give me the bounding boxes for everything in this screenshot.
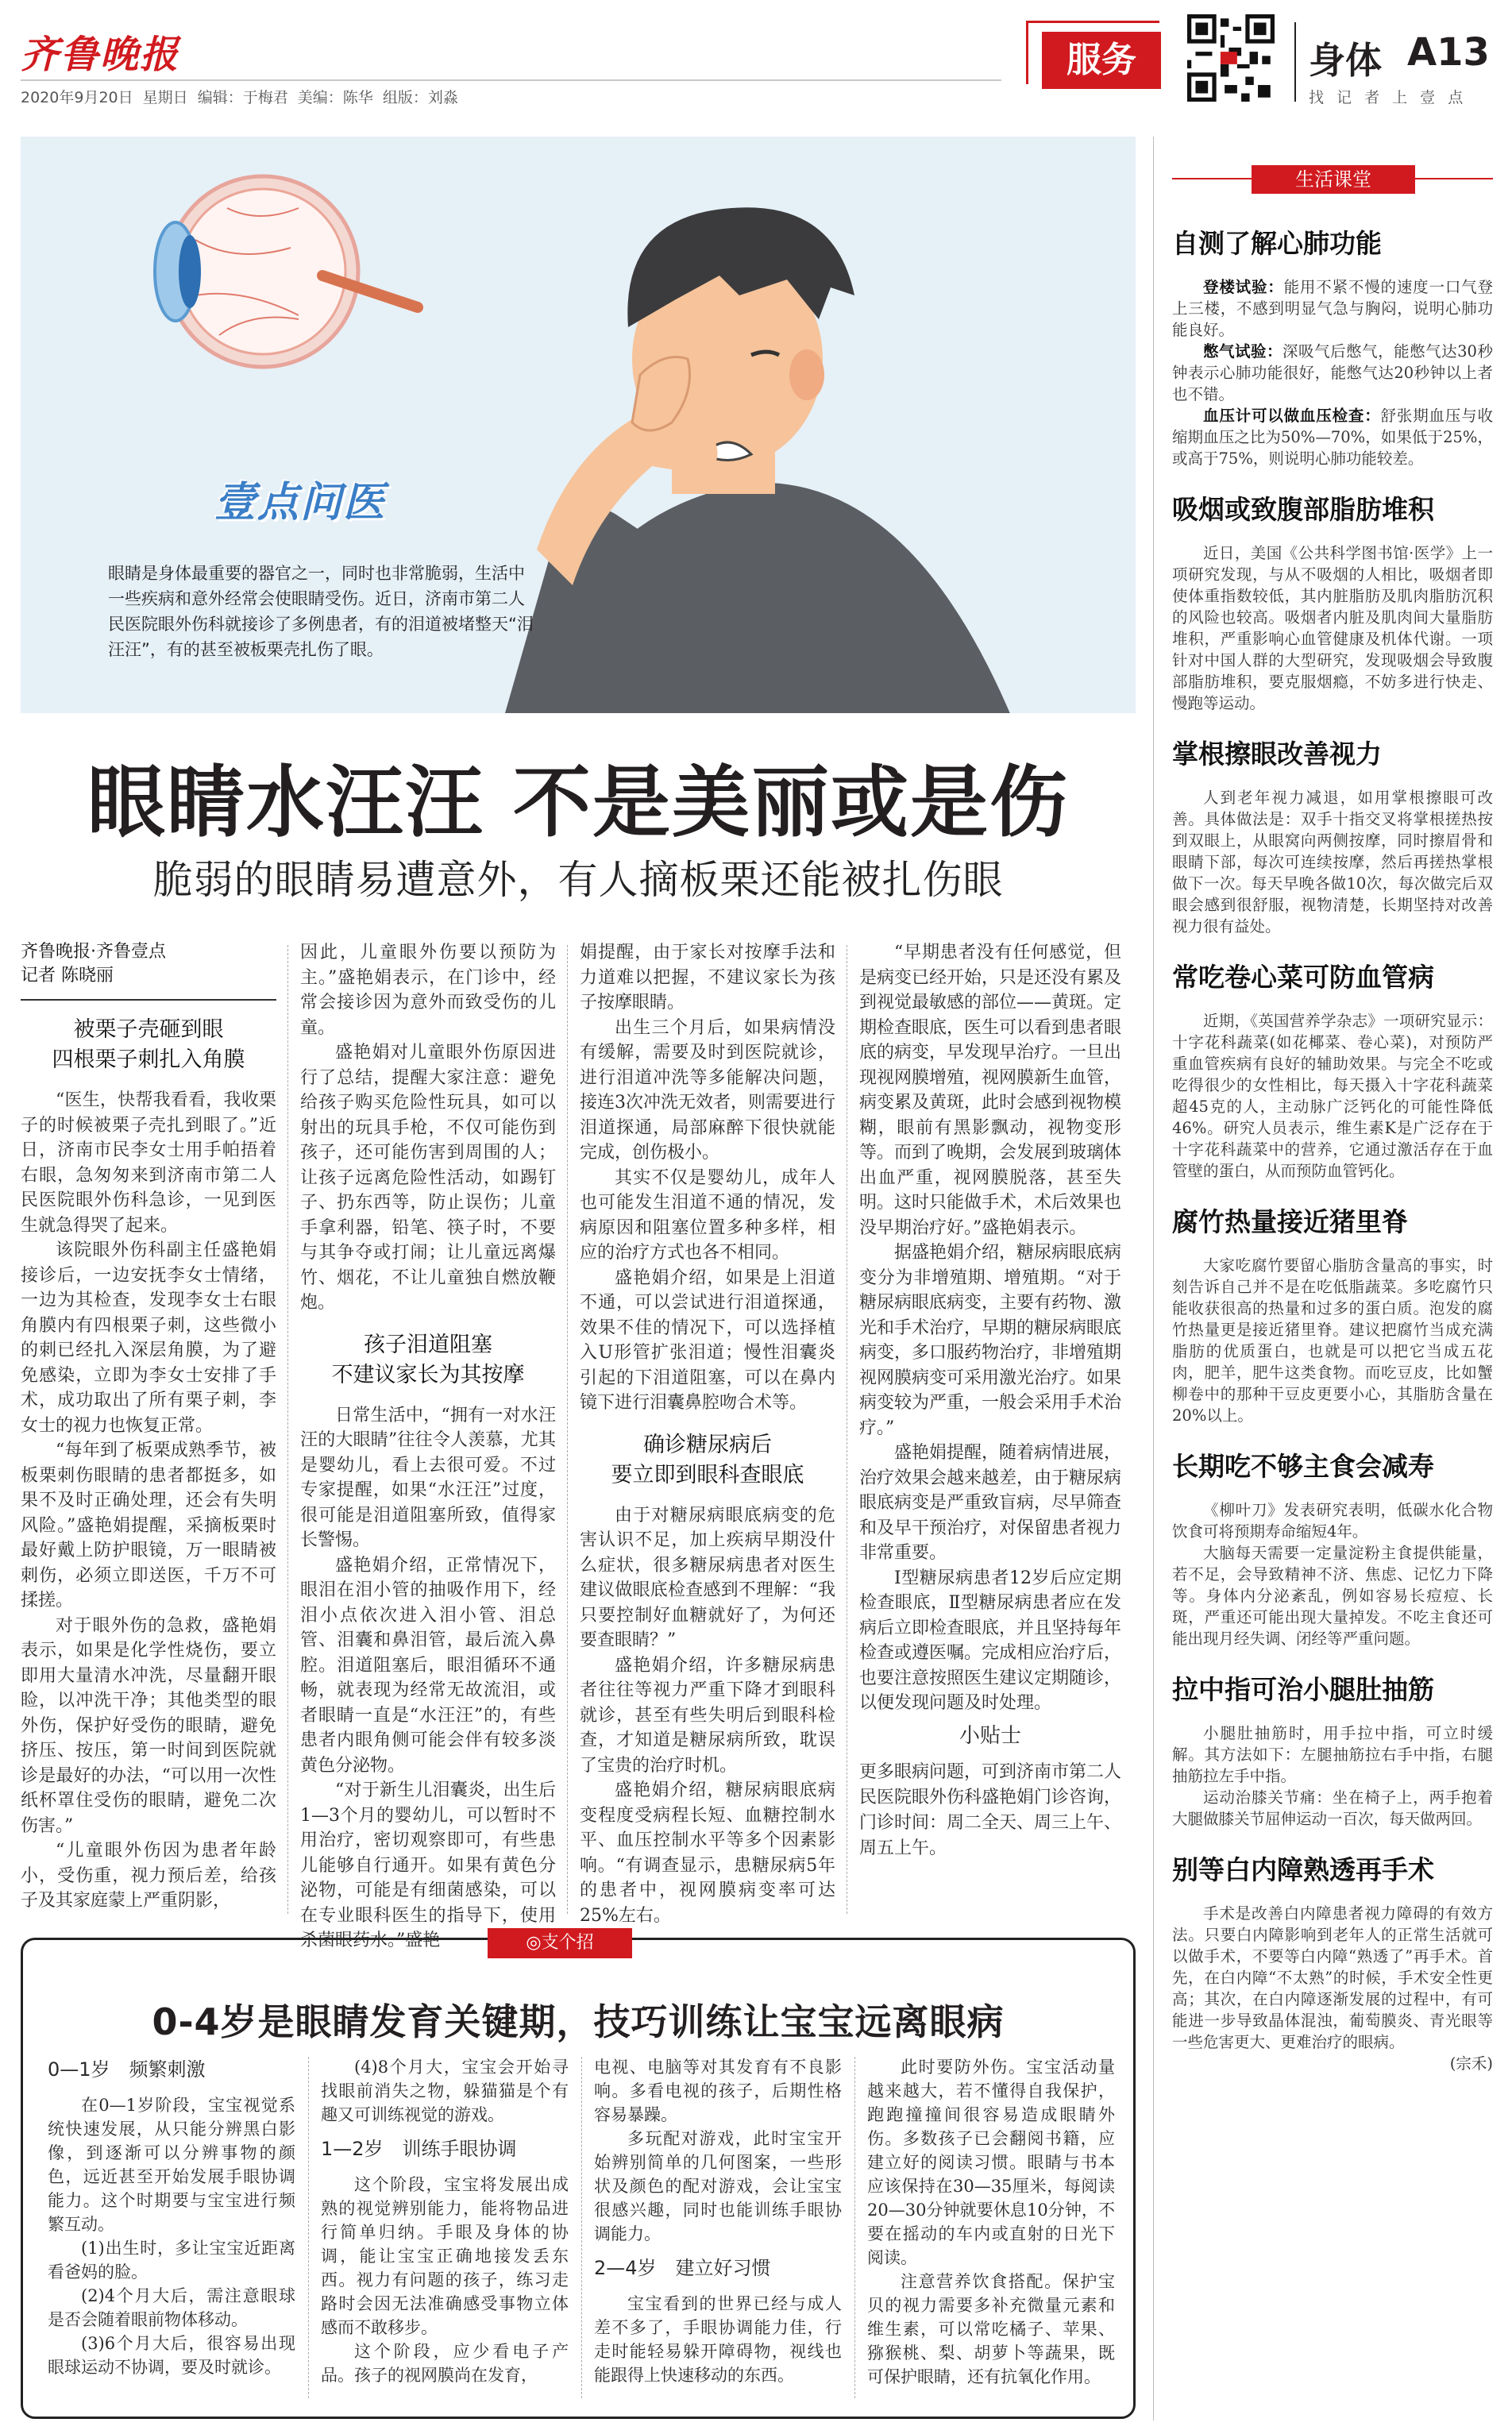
article-subhead: 脆弱的眼睛易遭意外，有人摘板栗还能被扎伤眼 (152, 857, 1004, 903)
paragraph: 宝宝看到的世界已经与成人差不多了，手眼协调能力佳，行走时能轻易躲开障碍物，视线也能跟得上快速移动的东西。 (594, 2294, 842, 2385)
paragraph: 注意营养饮食搭配。保护宝贝的视力需要多补充微量元素和维生素，可以常吃橘子、苹果、猕猴桃、梨、胡萝卜等蔬果，既可保护眼睛，还有抗氧化作用。 (867, 2272, 1115, 2386)
eyeball-diagram-icon (155, 176, 418, 367)
sidebar-item (1172, 738, 1493, 937)
paragraph: Ⅰ型糖尿病患者12岁后应定期检查眼底，Ⅱ型糖尿病患者应在发病后立即检查眼底，并且坚持每年检查或遵医嘱。完成相应治疗后，也要注意按照医生建议定期随诊，以便发现问题及时处理。 (859, 1568, 1122, 1713)
paragraph: 在0—1岁阶段，宝宝视觉系统快速发展，从只能分辨黑白影像，到逐渐可以分辨事物的颜色，远近甚至开始发展手眼协调能力。这个时期要与宝宝进行频繁互动。 (48, 2096, 295, 2234)
issue-date: 2020年9月20日 (21, 89, 133, 106)
paragraph: 这个阶段，应少看电子产品。孩子的视网膜尚在发育， (321, 2342, 569, 2385)
paragraph: 该院眼外伤科副主任盛艳娟接诊后，一边安抚李女士情绪，一边为其检查，发现李女士右眼角膜内有四根栗子刺，这些微小的刺已经扎入深层角膜，为了避免感染，立即为李女士安排了手术，成功取出了所有栗子刺，李女士的视力也恢复正常。 (21, 1240, 276, 1436)
reporter-app: 上 壹 点 (1392, 89, 1464, 106)
sidebar-item-title: 常吃卷心菜可防血管病 (1172, 962, 1434, 993)
tip-body: 更多眼病问题，可到济南市第二人民医院眼外伤科盛艳娟门诊咨询，门诊时间：周二全天、周三上午、周五上午。 (859, 1762, 1122, 1858)
paragraph: 盛艳娟介绍，糖尿病眼底病变程度受病程长短、血糖控制水平、血压控制水平等多个因素影响。“有调查显示，患糖尿病5年的患者中，视网膜病变率可达25%左右。 (580, 1780, 835, 1926)
issue-weekday: 星期日 (142, 89, 188, 106)
sidebar-item (1172, 493, 1493, 714)
column-divider (287, 945, 288, 1914)
paragraph: 由于对糖尿病眼底病变的危害认识不足，加上疾病早期没什么症状，很多糖尿病患者对医生建议做眼底检查感到不理解：“我只要控制好血糖就好了，为何还要查眼睛？” (580, 1505, 835, 1650)
sidebar-item (1172, 1853, 1493, 2074)
paragraph: (4)8个月大，宝宝会开始寻找眼前消失之物，躲猫猫是个有趣又可训练视觉的游戏。 (321, 2058, 569, 2124)
sidebar-items (1172, 227, 1493, 2098)
sidebar-signature: (宗禾) (1449, 2054, 1493, 2073)
column-brand: 壹点问医 (214, 479, 387, 527)
paragraph: (3)6个月大后，很容易出现眼球运动不协调，要及时就诊。 (48, 2334, 295, 2377)
hero-illustration (21, 137, 1136, 713)
subheading-diabetes: 确诊糖尿病后 要立即到眼科查眼底 (611, 1432, 804, 1487)
feature-title: 0-4岁是眼睛发育关键期，技巧训练让宝宝远离眼病 (152, 2000, 1005, 2043)
subheading-chestnut: 被栗子壳砸到眼 四根栗子刺扎入角膜 (52, 1017, 245, 1072)
sidebar-item-title: 长期吃不够主食会减寿 (1172, 1451, 1434, 1482)
column-divider (581, 2057, 582, 2398)
sidebar-item-title: 腐竹热量接近猪里脊 (1172, 1206, 1408, 1237)
byline-rule (21, 999, 276, 1001)
sidebar-divider (1153, 137, 1154, 2420)
masthead (0, 0, 1512, 111)
paragraph: 盛艳娟对儿童眼外伤原因进行了总结，提醒大家注意：避免给孩子购买危险性玩具，如可以射出的玩具手枪，不仅可能伤到孩子，还可能伤害到周围的人；让孩子远离危险性活动，如踢钉子、扔东西等，防止误伤；儿童手拿利器，铅笔、筷子时，不要与其争夺或打闹；让儿童远离爆竹、烟花，不让儿童独自燃放鞭炮。 (300, 1043, 556, 1313)
paragraph: 盛艳娟介绍，许多糖尿病患者往往等视力严重下降才到眼科就诊，甚至有些失明后到眼科检查，才知道是糖尿病所致，耽误了宝贵的治疗时机。 (580, 1655, 835, 1776)
qr-code-icon[interactable] (1187, 14, 1275, 102)
sidebar-item-body: 《柳叶刀》发表研究表明，低碳水化合物饮食可将预期寿命缩短4年。 大脑每天需要一定量淀粉主食提供能量，若不足，会导致精神不济、焦虑、记忆力下降等。身体内分泌紊乱，例如容易长痘痘、长斑，严重还可能出现大量掉发。不吃主食还可能出现月经失调、闭经等严重问题。 (1172, 1501, 1493, 1648)
reporter-contact (1309, 86, 1463, 107)
article-column-1 (21, 940, 276, 1914)
subheading-tear-duct: 孩子泪道阻塞 不建议家长为其按摩 (331, 1332, 525, 1387)
paragraph: “早期患者没有任何感觉，但是病变已经开始，只是还没有累及到视觉最敏感的部位——黄斑。定期检查眼底，医生可以看到患者眼底的病变，早发现早治疗。一旦出现视网膜增殖，视网膜新生血管，病变累及黄斑，此时会感到视物模糊，眼前有黑影飘动，视物变形等。而到了晚期，会发展到玻璃体出血严重，视网膜脱落，甚至失明。这时只能做手术，术后效果也没早期治疗好。”盛艳娟表示。 (859, 943, 1122, 1238)
feature-subheading: 1—2岁 训练手眼协调 (321, 2138, 517, 2160)
paragraph: “儿童眼外伤因为患者年龄小，受伤重，视力预后差，给孩子及其家庭蒙上严重阴影， (21, 1841, 276, 1911)
paragraph: 其实不仅是婴幼儿，成年人也可能发生泪道不通的情况，发病原因和阻塞位置多种多样，相应的治疗方式也各不相同。 (580, 1167, 835, 1263)
feature-column-4 (867, 2055, 1115, 2389)
sidebar-item (1172, 1205, 1493, 1426)
paragraph: 对于眼外伤的急救，盛艳娟表示，如果是化学性烧伤，要立即用大量清水冲洗，尽量翻开眼睑，以冲洗干净；其他类型的眼外伤，保护好受伤的眼睛，避免挤压、按压，第一时间到医院就诊是最好的办法，“可以用一次性纸杯罩住受伤的眼睛，避免二次伤害。” (21, 1615, 276, 1836)
page-name: 身体 (1309, 39, 1382, 82)
column-divider (308, 2057, 309, 2398)
sidebar-item-body: 近日，美国《公共科学图书馆·医学》上一项研究发现，与从不吸烟的人相比，吸烟者即使体重指数较低，其内脏脂肪及肌肉脂肪沉积的风险也较高。吸烟者内脏及肌肉间大量脂肪堆积，严重影响心血管健康及机体代谢。一项针对中国人群的大型研究，发现吸烟会导致腹部脂肪堆积，要克服烟瘾，不妨多进行快走、慢跑等运动。 (1172, 544, 1493, 712)
sidebar-item-body: 人到老年视力减退，如用掌根擦眼可改善。具体做法是：双手十指交叉将掌根搓热按到双眼上，从眼窝向两侧按摩，同时擦眉骨和眼睛下部，每次可连续按摩，然后再搓热掌根做下一次。每天早晚各做10次，每次做完后双眼会感到很舒服，视物清楚，长期坚持对改善视力很有益处。 (1172, 789, 1493, 935)
paragraph: 日常生活中，“拥有一对水汪汪的大眼睛”往往令人羡慕，尤其是婴幼儿，看上去很可爱。不过专家提醒，如果“水汪汪”过度，很可能是泪道阻塞所致，值得家长警惕。 (300, 1405, 556, 1550)
sidebar-item-title: 自测了解心肺功能 (1172, 228, 1382, 259)
paragraph: 盛艳娟提醒，随着病情进展，治疗效果会越来越差，由于糖尿病眼底病变是严重致盲病，尽早筛查和及早干预治疗，对保留患者视力非常重要。 (859, 1443, 1122, 1563)
art-editor: 美编：陈华 (297, 89, 373, 106)
byline-outlet: 齐鲁晚报·齐鲁壹点 (21, 942, 166, 962)
masthead-divider (1294, 22, 1296, 102)
paragraph: “每年到了板栗成熟季节，被板栗刺伤眼睛的患者都挺多，如果不及时正确处理，还会有失明风险。”盛艳娟提醒，采摘板栗时最好戴上防护眼镜，万一眼睛被刺伤，必须立即送医，千万不可揉搓。 (21, 1441, 276, 1610)
feature-tag: ◎支个招 (488, 1928, 632, 1958)
paragraph: 娟提醒，由于家长对按摩手法和力道难以把握，不建议家长为孩子按摩眼睛。 (580, 943, 835, 1013)
feature-column-2 (321, 2055, 569, 2387)
paragraph: 因此，儿童眼外伤要以预防为主。”盛艳娟表示，在门诊中，经常会接诊因为意外而致受伤的儿童。 (300, 943, 556, 1038)
paragraph: 据盛艳娟介绍，糖尿病眼底病变分为非增殖期、增殖期。“对于糖尿病眼底病变，主要有药物、激光和手术治疗，早期的糖尿病眼底病变，多口服药物治疗，非增殖期视网膜病变可采用激光治疗。如果病变较为严重，一般会采用手术治疗。” (859, 1243, 1122, 1438)
paragraph: 多玩配对游戏，此时宝宝开始辨别简单的几何图案，一些形状及颜色的配对游戏，会让宝宝很感兴趣，同时也能训练手眼协调能力。 (594, 2129, 842, 2243)
sidebar-item-body: 小腿肚抽筋时，用手拉中指，可立时缓解。其方法如下：左腿抽筋拉右手中指，右腿抽筋拉左手中指。 运动治膝关节痛：坐在椅子上，两手抱着大腿做膝关节屈伸运动一百次，每天做两回。 (1172, 1724, 1493, 1828)
masthead-rule (21, 79, 1001, 81)
newspaper-logo: 齐鲁晚报 (21, 33, 180, 77)
sidebar-item-title: 掌根擦眼改善视力 (1172, 739, 1382, 770)
reporter-label: 找 记 者 (1309, 89, 1380, 106)
column-divider (854, 2057, 855, 2398)
paragraph: 电视、电脑等对其发育有不良影响。多看电视的孩子，后期性格容易暴躁。 (594, 2058, 842, 2124)
editor: 编辑：于梅君 (197, 89, 288, 106)
tip-title: 小贴士 (958, 1723, 1021, 1748)
paragraph: 这个阶段，宝宝将发展出成熟的视觉辨别能力，能将物品进行简单归纳。手眼及身体的协调，能让宝宝正确地接发丢东西。视力有问题的孩子，练习走路时会因无法准确感受事物立体感而不敢移步。 (321, 2175, 569, 2337)
sidebar-item-title: 吸烟或致腹部脂肪堆积 (1172, 494, 1434, 525)
feature-subheading: 2—4岁 建立好习惯 (594, 2257, 771, 2279)
section-label: 服务 (1042, 32, 1161, 89)
sidebar-item-body: 近期，《英国营养学杂志》一项研究显示：十字花科蔬菜(如花椰菜、卷心菜)，对预防严重血管疾病有良好的辅助效果。与完全不吃或吃得很少的女性相比，每天摄入十字花科蔬菜超45克的人，主动脉广泛钙化的可能性降低46%。研究人员表示，维生素K是广泛存在于十字花科蔬菜中的营养，它通过激活存在于血管壁的蛋白，从而预防血管钙化。 (1172, 1012, 1493, 1180)
sidebar-item (1172, 961, 1493, 1182)
layout-editor: 组版：刘淼 (382, 89, 458, 106)
sidebar-tag: 生活课堂 (1252, 165, 1415, 194)
paragraph: (1)出生时，多让宝宝近距离看爸妈的脸。 (48, 2239, 295, 2282)
article-headline: 眼睛水汪汪 不是美丽或是伤 (87, 758, 1070, 848)
sidebar-item-body: 大家吃腐竹要留心脂肪含量高的事实，时刻告诉自己并不是在吃低脂蔬菜。多吃腐竹只能收获很高的热量和过多的蛋白质。泡发的腐竹热量更是接近猪里脊。建议把腐竹当成充满脂肪的优质蛋白，也就是可以把它当成五花肉，肥羊，肥牛这类食物。而吃豆皮，比如蟹柳卷中的那种干豆皮更要小心，其脂肪含量在20%以上。 (1172, 1256, 1493, 1425)
sidebar-item-body: 手术是改善白内障患者视力障碍的有效方法。只要白内障影响到老年人的正常生活就可以做手术，不要等白内障“熟透了”再手术。首先，在白内障“不太熟”的时候，手术安全性更高；其次，在白内障逐渐发展的过程中，有可能进一步导致晶体混浊，葡萄膜炎、青光眼等一些危害更大、更难治疗的眼病。 (宗禾) (1172, 1904, 1493, 2073)
article-column-3 (580, 940, 835, 1928)
sidebar-item-body: 登楼试验：能用不紧不慢的速度一口气登上三楼，不感到明显气急与胸闷，说明心肺功能良好。 憋气试验：深吸气后憋气，能憋气达30秒钟表示心肺功能很好，能憋气达20秒钟以上者也不错。 血压计可以做血压检查：舒张期血压与收缩期血压之比为50%—70%，如果低于25%，或高于75%，则说明心肺功能较差。 (1172, 278, 1493, 468)
sidebar-item (1172, 1673, 1493, 1830)
paragraph: 盛艳娟介绍，如果是上泪道不通，可以尝试进行泪道探通，效果不佳的情况下，可以选择植入U形管扩张泪道；慢性泪囊炎引起的下泪道阻塞，可以在鼻内镜下进行泪囊鼻腔吻合术等。 (580, 1267, 835, 1413)
paragraph: (2)4个月大后，需注意眼球是否会随着眼前物体移动。 (48, 2286, 295, 2329)
issue-meta (21, 86, 458, 107)
paragraph: 盛艳娟介绍，正常情况下，眼泪在泪小管的抽吸作用下，经泪小点依次进入泪小管、泪总管、泪囊和鼻泪管，最后流入鼻腔。泪道阻塞后，眼泪循环不通畅，就表现为经常无故流泪，或者眼睛一直是“水汪汪”的，有些患者内眼角侧可能会伴有较多淡黄色分泌物。 (300, 1555, 556, 1776)
sidebar-item-title: 拉中指可治小腿肚抽筋 (1172, 1674, 1434, 1705)
hero-lead: 眼睛是身体最重要的器官之一，同时也非常脆弱，生活中一些疾病和意外经常会使眼睛受伤。近日，济南市第二人民医院眼外伤科就接诊了多例患者，有的泪道被堵整天“泪汪汪”，有的甚至被板栗壳扎伤了眼。 (108, 564, 534, 659)
page-number: A13 (1407, 30, 1490, 75)
paragraph: 出生三个月后，如果病情没有缓解，需要及时到医院就诊，进行泪道冲洗等多能解决问题，接连3次冲洗无效者，则需要进行泪道探通，局部麻醉下很快就能完成，创伤极小。 (580, 1017, 835, 1163)
feature-column-3 (594, 2055, 842, 2387)
sidebar-item (1172, 1450, 1493, 1649)
byline-reporter: 记者 陈晓丽 (21, 966, 114, 986)
article-column-2 (300, 940, 556, 1954)
column-divider (567, 945, 568, 1914)
sidebar-item-title: 别等白内障熟透再手术 (1172, 1854, 1434, 1885)
paragraph: “对于新生儿泪囊炎，出生后1—3个月的婴幼儿，可以暂时不用治疗，密切观察即可，有些患儿能够自行通开。如果有黄色分泌物，可能是有细菌感染，可以在专业眼科医生的指导下，使用杀菌眼药水。”盛艳 (300, 1780, 556, 1950)
feature-column-1 (48, 2055, 295, 2379)
article-column-4 (859, 940, 1121, 1861)
paragraph: 此时要防外伤。宝宝活动量越来越大，若不懂得自我保护，跑跑撞撞间很容易造成眼睛外伤。多数孩子已会翻阅书籍，应建立好的阅读习惯。眼睛与书本应该保持在30—35厘米，每阅读20—30分钟就要休息10分钟，不要在摇动的车内或直射的日光下阅读。 (867, 2058, 1115, 2267)
paragraph: “医生，快帮我看看，我收栗子的时候被栗子壳扎到眼了。”近日，济南市民李女士用手帕捂着右眼，急匆匆来到济南市第二人民医院眼外伤科急诊，一见到医生就急得哭了起来。 (21, 1090, 276, 1236)
feature-subheading: 0—1岁 频繁刺激 (48, 2058, 206, 2081)
boy-rubbing-eye-illustration (505, 207, 1013, 713)
sidebar-item (1172, 227, 1493, 469)
